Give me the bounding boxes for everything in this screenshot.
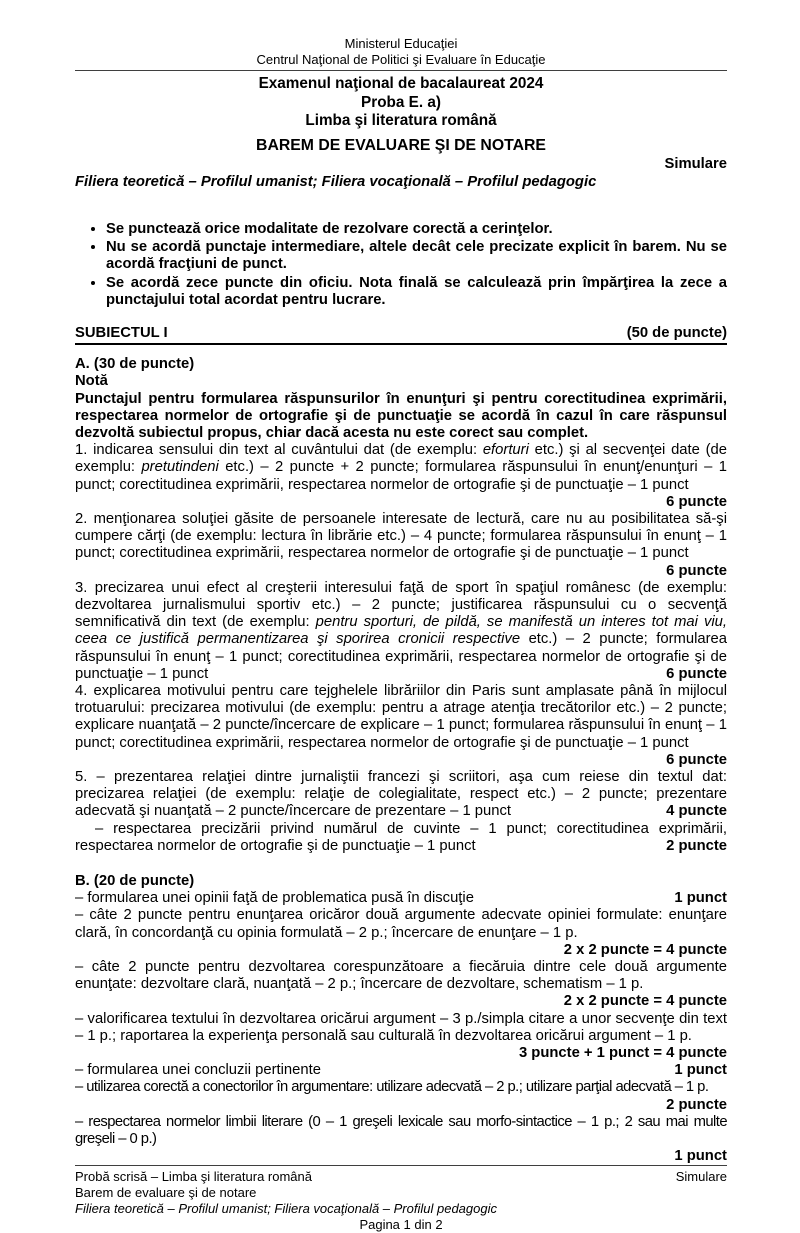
rule-item: • Se acordă zece puncte din oficiu. Nota finală se calculează prin împărţirea la zece a punctajului total acordat pentru lucrare. <box>106 275 727 309</box>
exam-subject: Limba şi literatura română <box>305 112 497 129</box>
criterion-item-a5 <box>75 769 727 821</box>
ministry-name: Ministerul Educaţiei <box>344 36 458 51</box>
criterion-item-b5 <box>75 1062 727 1079</box>
criterion-text: – formularea unei concluzii pertinente <box>75 1062 321 1079</box>
subject1-points: (50 de puncte) <box>626 324 727 341</box>
section-a-title: A. (30 de puncte) <box>75 356 195 373</box>
subject1-heading <box>75 325 727 345</box>
points-value: 6 puncte <box>666 751 727 768</box>
criterion-text: 1. indicarea sensului din text al cuvântului dat (de exemplu: eforturi etc.) şi al secvenţei date (de exemplu: pretutindeni etc.) – 2 puncte + 2 puncte; formularea răspunsului în enunţ/enunţuri – 1 punct; corectitudinea exprimării, respectarea normelor de ortografie şi de punctuaţie – 1 punct <box>75 442 728 493</box>
footer-session: Simulare <box>675 1169 727 1185</box>
section-b <box>75 873 727 1165</box>
subject1-title: SUBIECTUL I <box>75 324 168 341</box>
criterion-item-a3 <box>75 580 727 683</box>
points-value: 4 puncte <box>666 803 727 820</box>
session-label: Simulare <box>664 155 727 172</box>
exam-title: Examenul naţional de bacalaureat 2024 <box>258 75 544 92</box>
criterion-item-a5b <box>75 821 727 855</box>
criterion-text: – respectarea normelor limbii literare (0 – 1 greşeli lexicale sau morfo-sintactice – 1 p.; 2 sau mai multe greşeli – 0 p.) <box>75 1113 727 1148</box>
points-value: 2 x 2 puncte = 4 puncte <box>563 993 727 1010</box>
note-paragraph: Punctajul pentru formularea răspunsurilor în enunţuri şi pentru corectitudinea exprimării, respectarea normelor de ortografie şi de punctuaţie se acordă în cazul în care răspunsul dezvoltă subiectul propus, chiar dacă acesta nu este corect sau complet. <box>75 390 727 441</box>
criterion-item-a4 <box>75 683 727 752</box>
barem-title: BAREM DE EVALUARE ŞI DE NOTARE <box>256 136 546 154</box>
points-value: 6 puncte <box>666 562 727 579</box>
criterion-item-b6 <box>75 1079 727 1113</box>
criterion-item-b4 <box>75 1011 727 1045</box>
document-footer <box>75 1165 727 1233</box>
points-value: 6 puncte <box>666 665 727 682</box>
criterion-text: – respectarea precizării privind numărul de cuvinte – 1 punct; corectitudinea exprimării, respectarea normelor de ortografie şi de punctuaţie – 1 punct <box>75 820 727 854</box>
footer-filiera: Filiera teoretică – Profilul umanist; Filiera vocaţională – Profilul pedagogic <box>75 1201 497 1217</box>
criterion-item-b3 <box>75 959 727 1011</box>
points-value: 1 punct <box>674 890 727 907</box>
criterion-text: – câte 2 puncte pentru enunţarea oricăror două argumente adecvate opiniei formulate: enunţare clară, în concordanţă cu opinia formulată – 2 p.; încercare de enunţare – 1 p. <box>75 907 727 941</box>
criterion-text: 5. – prezentarea relaţiei dintre jurnaliştii francezi şi scriitori, aşa cum reiese din textul dat: precizarea relaţiei (de exemplu: relaţie de colegialitate, respect etc.) – 2 puncte; prezentare adecvată şi nuanţată – 2 puncte/încercare de prezentare – 1 punct <box>75 769 727 820</box>
points-value: 6 puncte <box>666 493 727 510</box>
criterion-text: 4. explicarea motivului pentru care tejghelele librăriilor din Paris sunt amplasate până în mijlocul trotuarului: precizarea motivului (de exemplu: pentru a atrage atenţia trecătorilor etc.) – 2 puncte; explicare nuanţată – 2 puncte/încercare de explicare – 1 punct; formularea răspunsului în enunţ – 1 punct; corectitudinea exprimării, respectarea normelor de ortografie şi de punctuaţie – 1 punct <box>75 682 727 751</box>
points-value: 1 punct <box>674 1148 727 1165</box>
criterion-item-a1 <box>75 442 727 511</box>
points-value: 2 puncte <box>666 1096 727 1113</box>
filiera-line: Filiera teoretică – Profilul umanist; Filiera vocaţională – Profilul pedagogic <box>75 173 597 190</box>
footer-page-number: Pagina 1 din 2 <box>359 1217 443 1233</box>
footer-proba: Probă scrisă – Limba şi literatura română <box>75 1169 312 1185</box>
center-name: Centrul Naţional de Politici şi Evaluare în Educaţie <box>75 52 727 71</box>
points-value: 2 x 2 puncte = 4 puncte <box>563 941 727 958</box>
criterion-text: – utilizarea corectă a conectorilor în argumentare: utilizare adecvată – 2 p.; utilizare parţial adecvată – 1 p. <box>75 1079 709 1096</box>
footer-barem: Barem de evaluare şi de notare <box>75 1185 257 1201</box>
section-b-title: B. (20 de puncte) <box>75 873 195 890</box>
criterion-text: 2. menţionarea soluţiei găsite de persoanele interesate de lectură, care nu au posibilitatea să-şi cumpere cărţi (de exemplu: lectura în librărie etc.) – 4 puncte; formularea răspunsului în enunţ – 1 punct; corectitudinea exprimării, respectarea normelor de ortografie şi de punctuaţie – 1 punct <box>75 510 727 562</box>
criterion-item-b2 <box>75 907 727 959</box>
section-a <box>75 345 727 855</box>
criterion-text: – valorificarea textului în dezvoltarea oricărui argument – 3 p./simpla citare a unor secvenţe din text – 1 p.; raportarea la experienţa personală sau culturală în dezvoltarea oricărui argument – 1 p. <box>75 1010 727 1044</box>
exam-proba: Proba E. a) <box>361 93 441 111</box>
criterion-text: – câte 2 puncte pentru dezvoltarea corespunzătoare a fiecăruia dintre cele două argumente enunţate: dezvoltare clară, nuanţată – 2 p.; încercare de dezvoltare, schematism – 1 p. <box>75 959 727 993</box>
criterion-text: 3. precizarea unui efect al creşterii interesului faţă de sport în spaţiul românesc (de exemplu: dezvoltarea jurnalismului sportiv etc.) – 2 puncte; justificarea răspunsului cu o secvenţă semnificativă din text (de exemplu: pentru sporturi, de pildă, se manifestă un interes tot mai viu, ceea ce justifică permanentizarea şi sporirea cronicii respective etc.) – 2 puncte; formularea răspunsului în enunţ – 1 punct; corectitudinea exprimării, respectarea normelor de ortografie şi de punctuaţie – 1 punct <box>75 579 727 682</box>
criterion-item-b1 <box>75 890 727 907</box>
criterion-text: – formularea unei opinii faţă de problematica pusă în discuţie <box>75 890 474 907</box>
general-rules-list <box>75 221 727 310</box>
criterion-item-a2 <box>75 511 727 580</box>
points-value: 2 puncte <box>666 837 727 854</box>
rule-item: • Nu se acordă punctaje intermediare, altele decât cele precizate explicit în barem. Nu se acordă fracţiuni de punct. <box>106 239 727 273</box>
rule-item: • Se punctează orice modalitate de rezolvare corectă a cerinţelor. <box>106 221 727 238</box>
document-header <box>75 36 727 191</box>
criterion-item-b7 <box>75 1114 727 1148</box>
points-value: 1 punct <box>674 1062 727 1079</box>
note-label: Notă <box>75 373 108 390</box>
points-value: 3 puncte + 1 punct = 4 puncte <box>518 1045 727 1062</box>
